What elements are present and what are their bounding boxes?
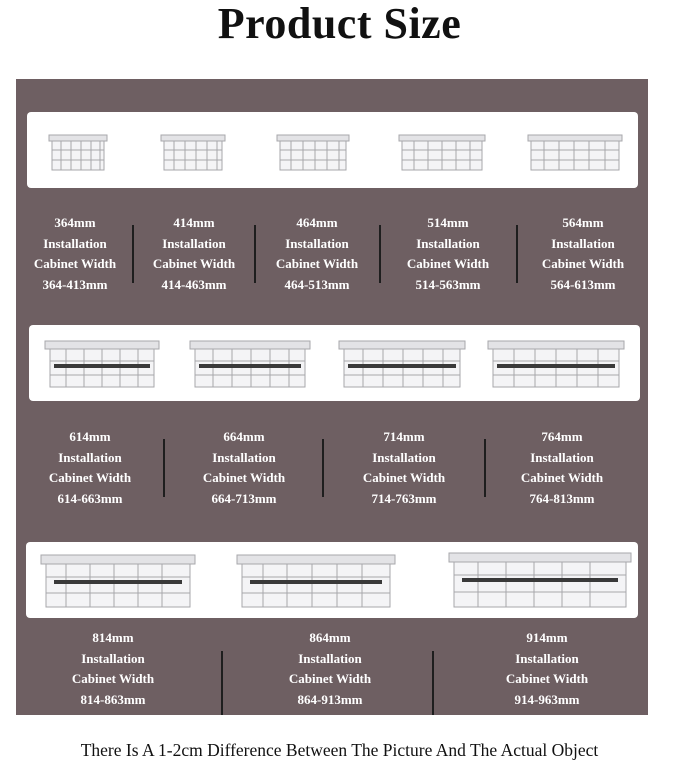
width-range: 414-463mm xyxy=(161,277,227,293)
installation-label: Installation xyxy=(298,650,362,666)
basket-image xyxy=(44,335,160,391)
cabinet-width-label: Cabinet Width xyxy=(362,470,446,486)
width-range: 364-413mm xyxy=(42,277,108,293)
cabinet-width-label: Cabinet Width xyxy=(541,256,625,272)
size-column xyxy=(16,213,134,296)
cabinet-width-label: Cabinet Width xyxy=(275,256,359,272)
installation-label: Installation xyxy=(162,235,226,251)
size-label: 664mm xyxy=(223,429,265,444)
cabinet-width-label: Cabinet Width xyxy=(48,470,132,486)
column-divider xyxy=(163,439,165,497)
installation-label: Installation xyxy=(530,449,594,465)
cabinet-width-label: Cabinet Width xyxy=(406,256,490,272)
width-range: 764-813mm xyxy=(529,491,595,507)
size-chart-panel xyxy=(16,79,648,715)
width-range: 814-863mm xyxy=(80,692,146,708)
size-column xyxy=(382,213,514,296)
basket-image xyxy=(487,335,625,391)
installation-label: Installation xyxy=(416,235,480,251)
size-label: 514mm xyxy=(427,215,469,230)
page-title: Product Size xyxy=(217,0,462,48)
difference-disclaimer: There Is A 1-2cm Difference Between The Picture And The Actual Object xyxy=(80,740,599,760)
size-label: 864mm xyxy=(309,630,351,645)
column-divider xyxy=(379,225,381,283)
size-column xyxy=(324,427,484,510)
size-label: 414mm xyxy=(173,215,215,230)
size-column xyxy=(134,213,254,296)
installation-label: Installation xyxy=(551,235,615,251)
installation-label: Installation xyxy=(515,650,579,666)
column-divider xyxy=(221,651,223,715)
installation-label: Installation xyxy=(285,235,349,251)
installation-label: Installation xyxy=(372,449,436,465)
width-range: 464-513mm xyxy=(284,277,350,293)
basket-image xyxy=(160,130,226,172)
cabinet-width-label: Cabinet Width xyxy=(505,671,589,687)
size-label: 814mm xyxy=(92,630,134,645)
cabinet-width-label: Cabinet Width xyxy=(520,470,604,486)
basket-image xyxy=(398,130,486,172)
size-label: 614mm xyxy=(69,429,111,444)
cabinet-width-label: Cabinet Width xyxy=(33,256,117,272)
width-range: 864-913mm xyxy=(297,692,363,708)
width-range: 514-563mm xyxy=(415,277,481,293)
size-label: 714mm xyxy=(383,429,425,444)
cabinet-width-label: Cabinet Width xyxy=(152,256,236,272)
size-column xyxy=(518,213,648,296)
cabinet-width-label: Cabinet Width xyxy=(202,470,286,486)
installation-label: Installation xyxy=(58,449,122,465)
basket-image xyxy=(48,130,108,172)
column-divider xyxy=(432,651,434,715)
width-range: 614-663mm xyxy=(57,491,123,507)
basket-image xyxy=(276,130,350,172)
cabinet-width-label: Cabinet Width xyxy=(71,671,155,687)
size-column xyxy=(16,427,164,510)
size-column xyxy=(228,628,432,711)
width-range: 714-763mm xyxy=(371,491,437,507)
basket-image xyxy=(189,335,311,391)
size-column xyxy=(446,628,648,711)
size-column xyxy=(166,427,322,510)
installation-label: Installation xyxy=(212,449,276,465)
size-column xyxy=(256,213,378,296)
basket-image xyxy=(40,547,196,611)
size-column xyxy=(16,628,210,711)
basket-image xyxy=(448,545,632,611)
size-label: 564mm xyxy=(562,215,604,230)
width-range: 564-613mm xyxy=(550,277,616,293)
width-range: 914-963mm xyxy=(514,692,580,708)
size-label: 464mm xyxy=(296,215,338,230)
cabinet-width-label: Cabinet Width xyxy=(288,671,372,687)
installation-label: Installation xyxy=(43,235,107,251)
basket-image xyxy=(338,335,466,391)
size-column xyxy=(486,427,638,510)
installation-label: Installation xyxy=(81,650,145,666)
width-range: 664-713mm xyxy=(211,491,277,507)
size-label: 364mm xyxy=(54,215,96,230)
size-label: 914mm xyxy=(526,630,568,645)
size-label: 764mm xyxy=(541,429,583,444)
basket-image xyxy=(527,130,623,172)
basket-image xyxy=(236,547,396,611)
